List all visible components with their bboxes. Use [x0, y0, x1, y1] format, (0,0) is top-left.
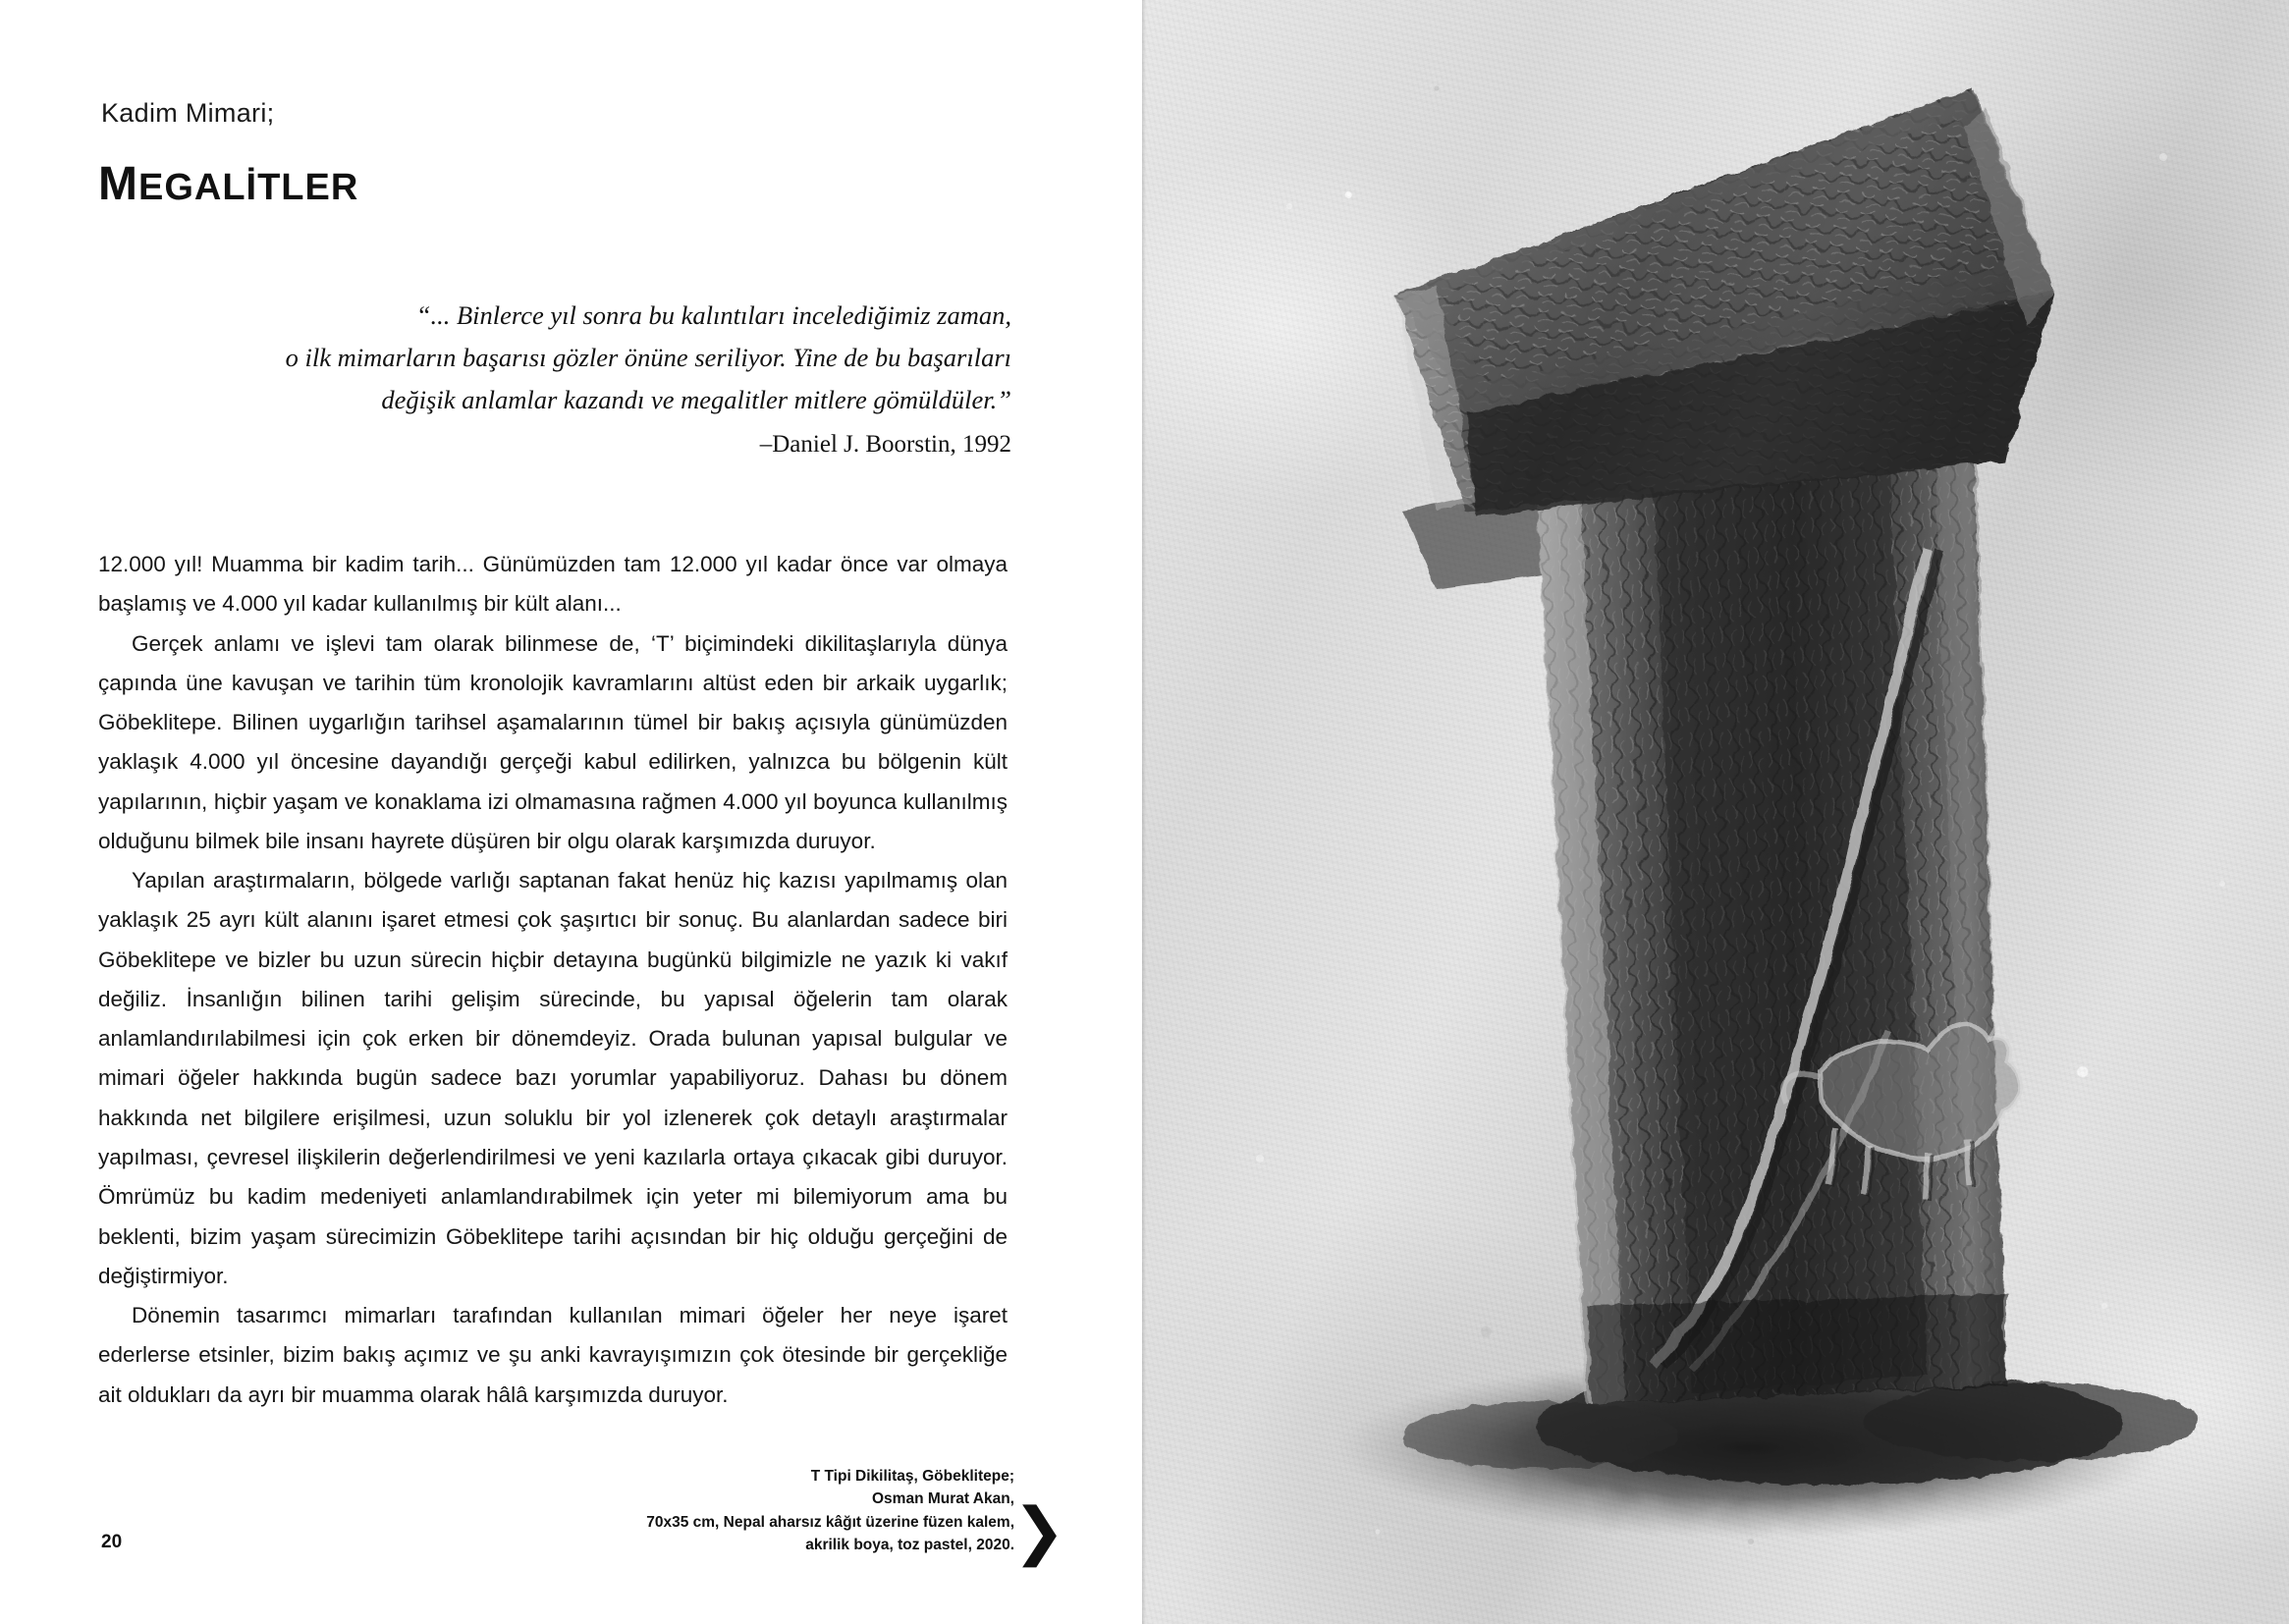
body-paragraph-2: Gerçek anlamı ve işlevi tam olarak bilinmese de, ‘T’ biçimindeki dikilitaşlarıyla dünya çapında üne kavuşan ve tarihin tüm kronolojik kavramlarını altüst eden bir arkaik uygarlık; Göbeklitepe. Bilinen uygarlığın tarihsel aşamalarının tümel bir bakış açısıyla günümüzden yaklaşık 4.000 yıl öncesine dayandığı gerçeği kabul edilirken, yalnızca bu bölgenin kült yapılarının, hiçbir yaşam ve konaklama izi olmamasına rağmen 4.000 yıl boyunca kullanılmış olduğunu bilmek bile insanı hayrete düşüren bir olgu olarak karşımızda duruyor.	[98, 630, 1008, 853]
body-paragraph-3: Yapılan araştırmaların, bölgede varlığı saptanan fakat henüz hiç kazısı yapılmamış olan yaklaşık 25 ayrı kült alanını işaret etmesi çok şaşırtıcı bir sonuç. Bu alanlardan sadece biri Göbeklitepe ve bizler bu uzun sürecin hiçbir detayına bugünkü bilgimizle ne yazık ki vakıf değiliz. İnsanlığın bilinen tarihi gelişim sürecinde, bu yapısal öğelerin tam olarak anlamlandırılabilmesi için çok erken bir dönemdeyiz. Orada bulunan yapısal bulgular ve mimari öğeler hakkında bugün sadece bazı yorumlar yapabiliyoruz. Dahası bu dönem hakkında net bilgilere erişilmesi, uzun soluklu bir yol izlenerek çok detaylı araştırmalar yapılması, çevresel ilişkilerin değerlendirilmesi ve yeni kazılarla ortaya çıkacak gibi duruyor. Ömrümüz bu kadim medeniyeti anlamlandırabilmek için yeter mi bilemiyorum ama bu beklenti, bizim yaşam sürecimizin Göbeklitepe tarihi açısından bir hiç olduğu gerçeğini de değiştirmiyor.	[98, 868, 1008, 1288]
page-number: 20	[101, 1532, 123, 1552]
page-title	[98, 157, 358, 211]
caption-line-4: akrilik boya, toz pastel, 2020.	[805, 1537, 1014, 1554]
pillar-base-shadow	[1589, 1294, 2006, 1404]
body-paragraph-4: Dönemin tasarımcı mimarları tarafından kullanılan mimari öğeler her neye işaret ederlerse etsinler, bizim bakış açımız ve şu anki kavrayışımızın çok ötesinde bir gerçekliğe ait oldukları da ayrı bir muamma olarak hâlâ karşımızda duruyor.	[98, 1303, 1008, 1407]
page-title-rest: EGALİTLER	[137, 167, 359, 208]
caption-line-2: Osman Murat Akan,	[872, 1490, 1014, 1508]
page-title-initial: M	[98, 158, 138, 210]
right-page-artwork	[1142, 0, 2289, 1624]
quote-line-1: “... Binlerce yıl sonra bu kalıntıları incelediğimiz zaman,	[415, 300, 1011, 330]
t-shaped-pillar-illustration	[1142, 0, 2289, 1624]
pull-quote	[157, 295, 1011, 464]
caption-line-3: 70x35 cm, Nepal aharsız kâğıt üzerine füzen kalem,	[646, 1513, 1014, 1531]
body-paragraph-1: 12.000 yıl! Muamma bir kadim tarih... Günümüzden tam 12.000 yıl kadar önce var olmaya başlamış ve 4.000 yıl kadar kullanılmış bir kült alanı...	[98, 552, 1008, 617]
quote-line-3: değişik anlamlar kazandı ve megalitler mitlere gömüldüler.”	[381, 384, 1011, 414]
left-page	[0, 0, 1142, 1624]
body-text-column	[98, 545, 1008, 1415]
figure-caption	[543, 1465, 1014, 1557]
pillar-core-shading	[1653, 432, 1928, 1394]
quote-attribution: –Daniel J. Boorstin, 1992	[759, 430, 1011, 458]
section-kicker: Kadim Mimari;	[101, 98, 275, 128]
quote-line-2: o ilk mimarların başarısı gözler önüne seriliyor. Yine de bu başarıları	[285, 342, 1011, 372]
ground-shadow-left	[1402, 1402, 1677, 1469]
caption-arrow-icon: ❯	[1012, 1496, 1065, 1566]
caption-line-1: T Tipi Dikilitaş, Göbeklitepe;	[810, 1467, 1014, 1485]
ground-shadow-right	[1864, 1382, 2198, 1461]
